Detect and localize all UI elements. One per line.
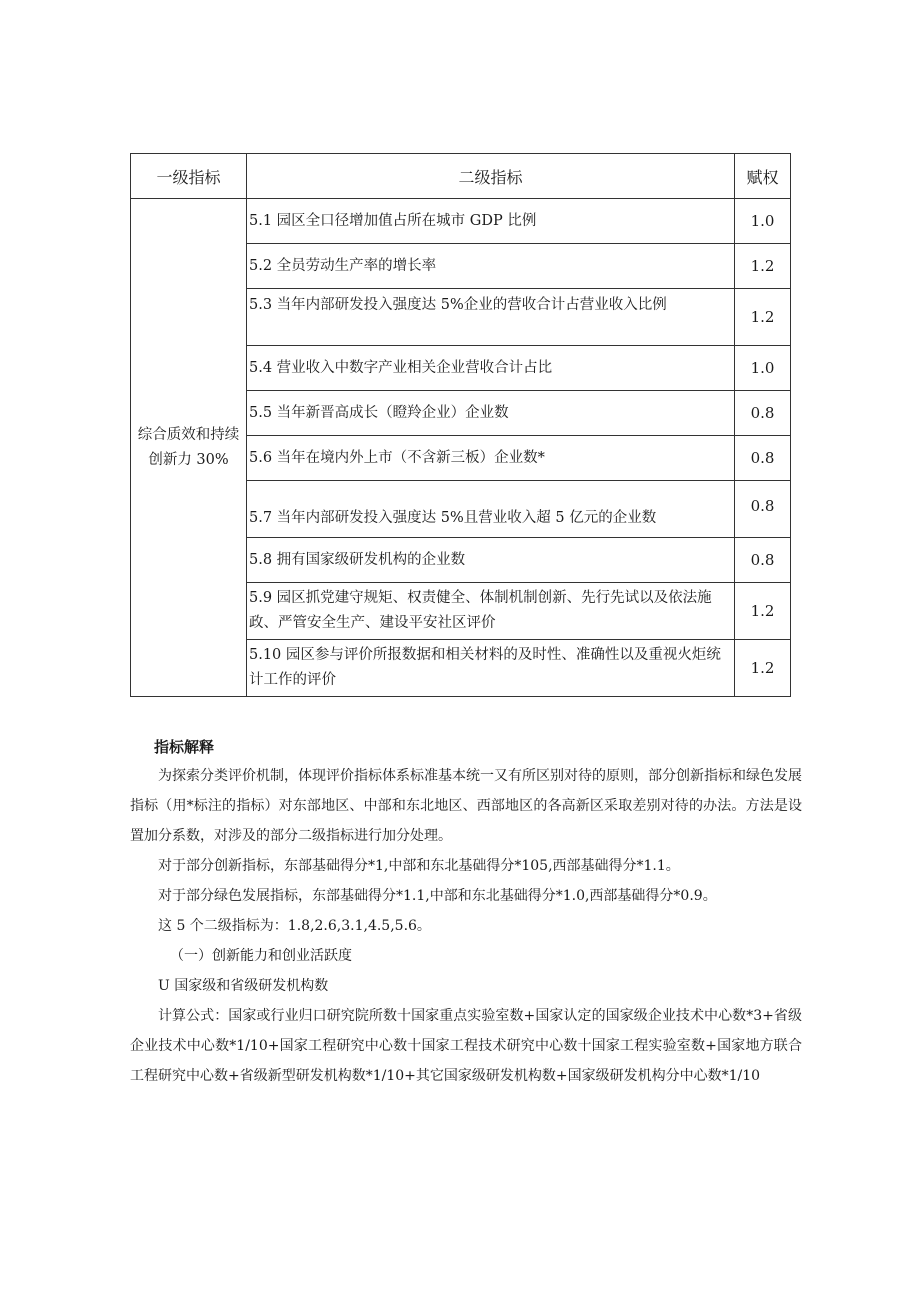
explanation-paragraph: 为探索分类评价机制，体现评价指标体系标准基本统一又有所区别对待的原则，部分创新指标和绿色发展指标（用*标注的指标）对东部地区、中部和东北地区、西部地区的各高新区采取差别对待的办法。方法是设置加分系数，对涉及的部分二级指标进行加分处理。 xyxy=(130,768,802,844)
table-row xyxy=(131,199,791,244)
explanation-paragraph: 这 5 个二级指标为：1.8,2.6,3.1,4.5,5.6。 xyxy=(158,918,431,934)
weight-cell: 0.8 xyxy=(735,481,791,538)
table-header-row xyxy=(131,154,791,199)
header-level1: 一级指标 xyxy=(131,154,247,199)
explanation-heading: 指标解释 xyxy=(154,738,215,756)
indicator-cell: 5.2 全员劳动生产率的增长率 xyxy=(247,244,735,289)
indicator-cell: 5.3 当年内部研发投入强度达 5%企业的营收合计占营业收入比例 xyxy=(247,289,735,346)
explanation-section xyxy=(130,730,802,1091)
weight-cell: 1.0 xyxy=(735,346,791,391)
weight-cell: 0.8 xyxy=(735,436,791,481)
indicator-cell: 5.6 当年在境内外上市（不含新三板）企业数* xyxy=(247,436,735,481)
indicator-cell: 5.7 当年内部研发投入强度达 5%且营业收入超 5 亿元的企业数 xyxy=(247,481,735,538)
indicator-table xyxy=(130,153,791,697)
formula-paragraph: 计算公式：国家或行业归口研究院所数十国家重点实验室数+国家认定的国家级企业技术中心数*3+省级企业技术中心数*1/10+国家工程研究中心数十国家工程技术研究中心数十国家工程实验室数+国家地方联合工程研究中心数+省级新型研发机构数*1/10+其它国家级研发机构数+国家级研发机构分中心数*1/10 xyxy=(130,1008,802,1084)
section-heading: （一）创新能力和创业活跃度 xyxy=(170,948,352,964)
group-label-cell xyxy=(131,199,247,697)
subsection-heading: U 国家级和省级研发机构数 xyxy=(158,978,329,994)
indicator-cell: 5.9 园区抓党建守规矩、权责健全、体制机制创新、先行先试以及依法施政、严管安全生产、建设平安社区评价 xyxy=(247,583,735,640)
header-weight: 赋权 xyxy=(735,154,791,199)
header-level2: 二级指标 xyxy=(247,154,735,199)
explanation-paragraph: 对于部分创新指标，东部基础得分*1,中部和东北基础得分*105,西部基础得分*1.1。 xyxy=(158,858,680,874)
weight-cell: 1.0 xyxy=(735,199,791,244)
indicator-cell: 5.10 园区参与评价所报数据和相关材料的及时性、准确性以及重视火炬统计工作的评价 xyxy=(247,640,735,697)
group-label: 综合质效和持续创新力 30% xyxy=(137,426,240,468)
weight-cell: 0.8 xyxy=(735,538,791,583)
indicator-cell: 5.5 当年新晋高成长（瞪羚企业）企业数 xyxy=(247,391,735,436)
weight-cell: 1.2 xyxy=(735,244,791,289)
weight-cell: 1.2 xyxy=(735,583,791,640)
indicator-cell: 5.1 园区全口径增加值占所在城市 GDP 比例 xyxy=(247,199,735,244)
explanation-paragraph: 对于部分绿色发展指标，东部基础得分*1.1,中部和东北基础得分*1.0,西部基础得分*0.9。 xyxy=(158,888,717,904)
weight-cell: 1.2 xyxy=(735,289,791,346)
weight-cell: 0.8 xyxy=(735,391,791,436)
indicator-cell: 5.4 营业收入中数字产业相关企业营收合计占比 xyxy=(247,346,735,391)
indicator-cell: 5.8 拥有国家级研发机构的企业数 xyxy=(247,538,735,583)
weight-cell: 1.2 xyxy=(735,640,791,697)
